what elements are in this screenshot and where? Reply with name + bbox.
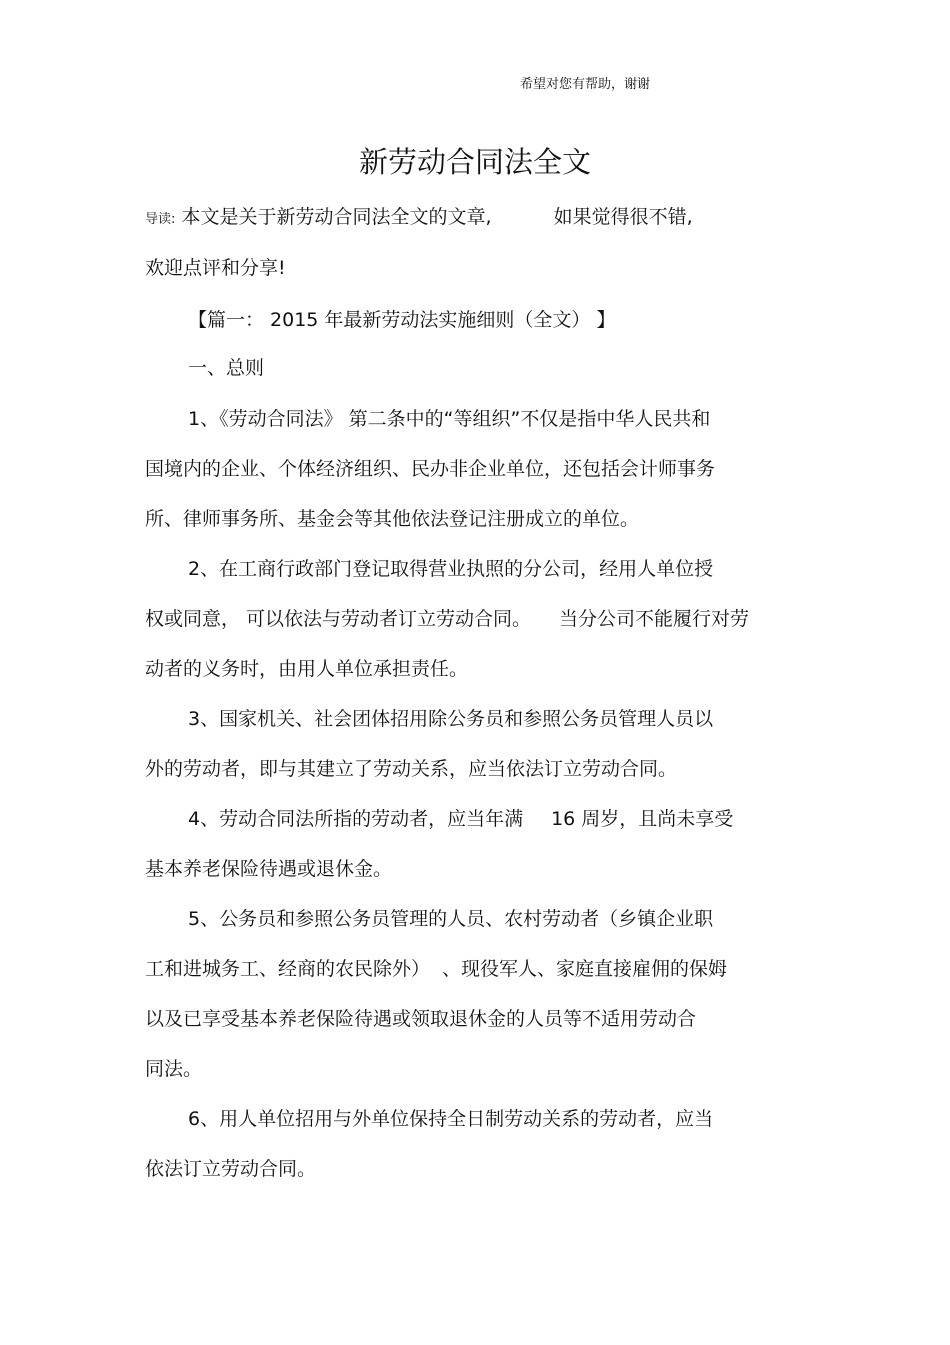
paragraph-line-segment: 当分公司不能履行对劳 bbox=[559, 608, 750, 630]
paragraph-line-segment: 权或同意， 可以依法与劳动者订立劳动合同。 bbox=[145, 608, 532, 630]
paragraph-line: 依法订立劳动合同。 bbox=[145, 1158, 317, 1180]
paragraph-line: 2、在工商行政部门登记取得营业执照的分公司，经用人单位授 bbox=[188, 558, 714, 580]
paragraph-line: 基本养老保险待遇或退休金。 bbox=[145, 858, 393, 880]
paragraph-line: 国境内的企业、个体经济组织、民办非企业单位，还包括会计师事务 bbox=[145, 458, 716, 480]
chapter-heading: 一、总则 bbox=[188, 357, 265, 379]
paragraph-line: 3、国家机关、社会团体招用除公务员和参照公务员管理人员以 bbox=[188, 708, 714, 730]
paragraph-line-segment: 16 周岁，且尚未享受 bbox=[551, 808, 734, 830]
header-note: 希望对您有帮助，谢谢 bbox=[520, 77, 651, 92]
paragraph-line: 所、律师事务所、基金会等其他依法登记注册成立的单位。 bbox=[145, 508, 640, 530]
paragraph-line: 同法。 bbox=[145, 1058, 203, 1080]
paragraph-line: 5、公务员和参照公务员管理的人员、农村劳动者（乡镇企业职 bbox=[188, 908, 714, 930]
intro-label: 导读: bbox=[145, 212, 176, 227]
paragraph-line: 6、用人单位招用与外单位保持全日制劳动关系的劳动者，应当 bbox=[188, 1108, 714, 1130]
paragraph-line bbox=[145, 606, 749, 632]
intro-line-2: 欢迎点评和分享! bbox=[145, 257, 286, 279]
paragraph-line: 动者的义务时，由用人单位承担责任。 bbox=[145, 658, 469, 680]
paragraph-line: 以及已享受基本养老保险待遇或领取退休金的人员等不适用劳动合 bbox=[145, 1008, 697, 1030]
document-title: 新劳动合同法全文 bbox=[358, 145, 591, 179]
intro-line-1 bbox=[145, 204, 693, 233]
paragraph-line: 外的劳动者，即与其建立了劳动关系，应当依法订立劳动合同。 bbox=[145, 758, 678, 780]
paragraph-line-segment: 工和进城务工、经商的农民除外） bbox=[145, 958, 431, 980]
paragraph-line-segment: 、现役军人、家庭直接雇佣的保姆 bbox=[442, 958, 728, 980]
section-heading: 【篇一： 2015 年最新劳动法实施细则（全文） 】 bbox=[188, 309, 616, 331]
paragraph-line-segment: 4、劳动合同法所指的劳动者，应当年满 bbox=[188, 808, 524, 830]
intro-text-1a: 本文是关于新劳动合同法全文的文章, bbox=[181, 206, 492, 228]
paragraph-line bbox=[188, 806, 733, 832]
intro-text-1b: 如果觉得很不错, bbox=[553, 206, 693, 228]
paragraph-line: 1、《劳动合同法》 第二条中的“等组织”不仅是指中华人民共和 bbox=[188, 408, 711, 430]
paragraph-line bbox=[145, 956, 727, 982]
